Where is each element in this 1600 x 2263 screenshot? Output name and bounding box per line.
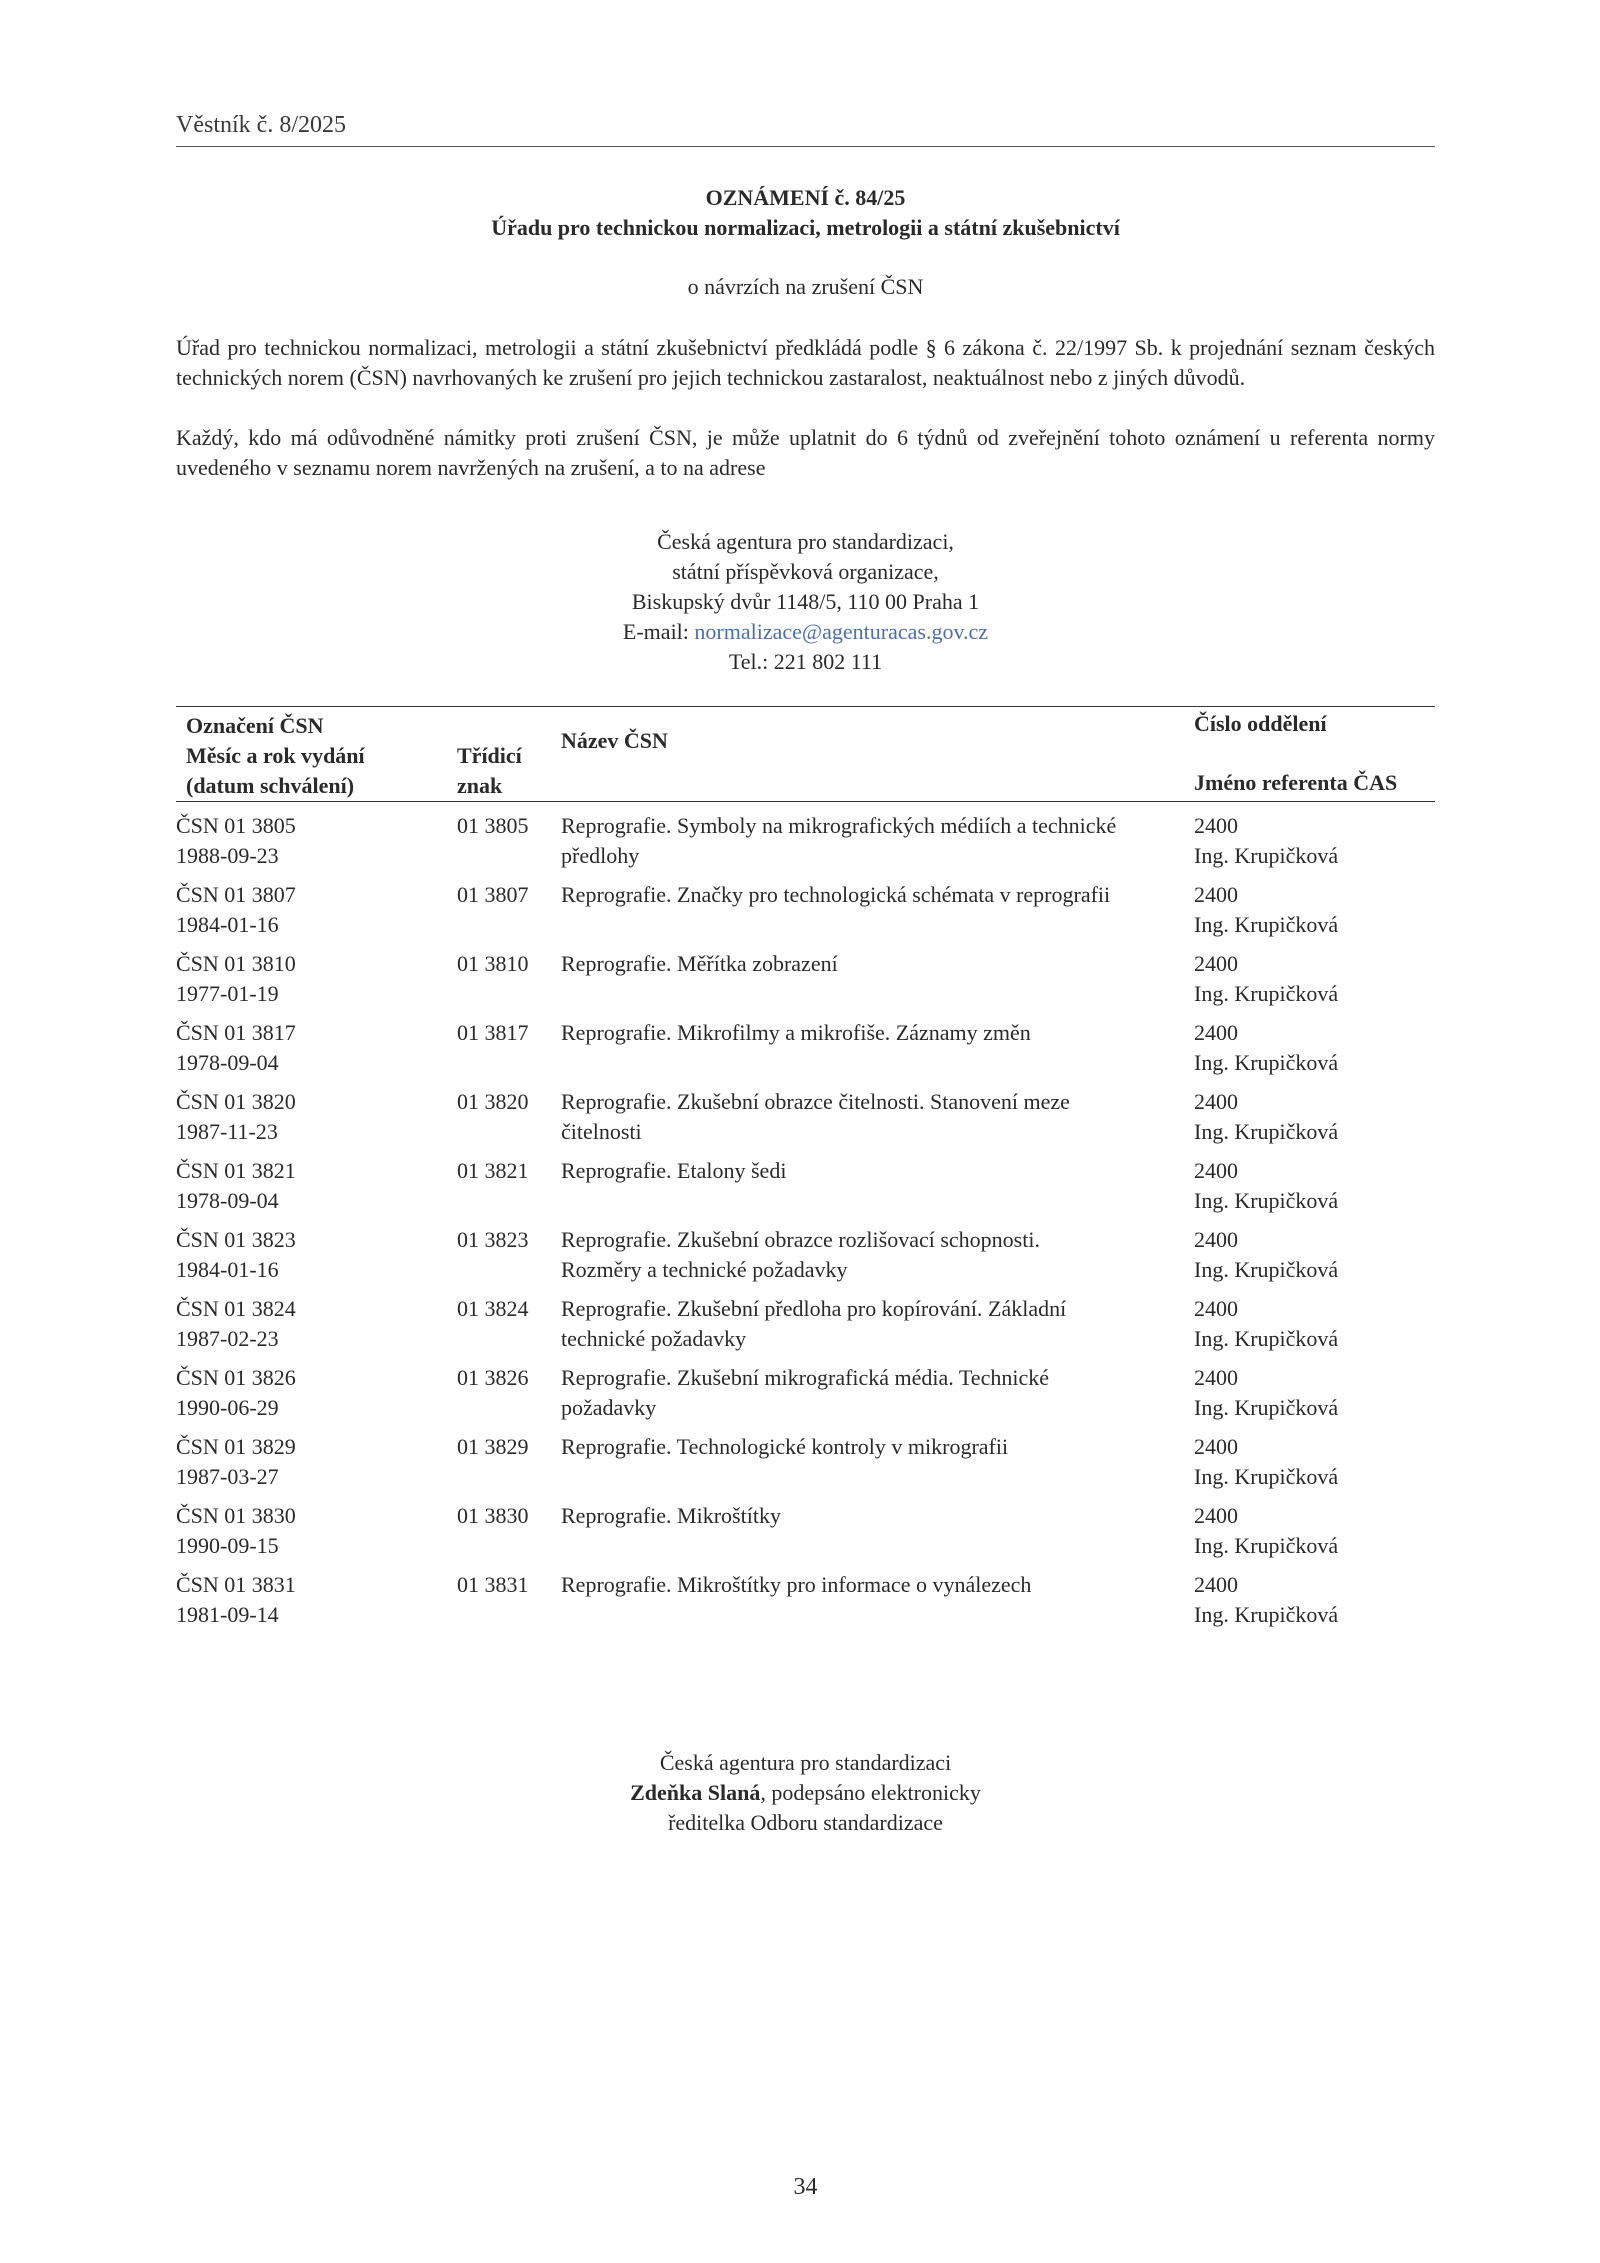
table-row bbox=[176, 1363, 1435, 1432]
cell-designation bbox=[176, 1501, 446, 1561]
standard-code: ČSN 01 3817 bbox=[176, 1020, 296, 1045]
standard-code: ČSN 01 3829 bbox=[176, 1434, 296, 1459]
cell-name bbox=[561, 1363, 1181, 1423]
cell-designation bbox=[176, 1087, 446, 1147]
address-line-1: Česká agentura pro standardizaci, bbox=[657, 529, 954, 554]
referent-name: Ing. Krupičková bbox=[1194, 1464, 1339, 1489]
header-col-referent: Jméno referenta ČAS bbox=[1194, 770, 1398, 795]
signature-signed: , podepsáno elektronicky bbox=[760, 1780, 981, 1805]
header-designation-line2: Měsíc a rok vydání bbox=[186, 743, 365, 768]
cell-class bbox=[457, 1294, 557, 1324]
class-code: 01 3824 bbox=[457, 1296, 529, 1321]
standard-name-line1: Reprografie. Zkušební obrazce čitelnosti. Stanovení meze bbox=[561, 1089, 1070, 1114]
standard-code: ČSN 01 3824 bbox=[176, 1296, 296, 1321]
issue-date: 1984-01-16 bbox=[176, 1257, 279, 1282]
referent-name: Ing. Krupičková bbox=[1194, 1188, 1339, 1213]
paragraph-2: Každý, kdo má odůvodněné námitky proti zrušení ČSN, je může uplatnit do 6 týdnů od zveřejnění tohoto oznámení u referenta normy uvedeného v seznamu norem navržených na zrušení, a to na adrese bbox=[176, 425, 1435, 480]
cell-designation bbox=[176, 1225, 446, 1285]
cell-designation bbox=[176, 1018, 446, 1078]
department-number: 2400 bbox=[1194, 1572, 1238, 1597]
cell-name bbox=[561, 949, 1181, 979]
referent-name: Ing. Krupičková bbox=[1194, 1395, 1339, 1420]
table-row bbox=[176, 1156, 1435, 1225]
cell-designation bbox=[176, 949, 446, 1009]
table-row bbox=[176, 1294, 1435, 1363]
department-number: 2400 bbox=[1194, 1158, 1238, 1183]
cell-designation bbox=[176, 1156, 446, 1216]
referent-name: Ing. Krupičková bbox=[1194, 1602, 1339, 1627]
standard-code: ČSN 01 3823 bbox=[176, 1227, 296, 1252]
class-code: 01 3820 bbox=[457, 1089, 529, 1114]
cell-name bbox=[561, 1432, 1181, 1462]
cell-designation bbox=[176, 1363, 446, 1423]
cell-name bbox=[561, 1570, 1181, 1600]
standard-name-line1: Reprografie. Symboly na mikrografických médiích a technické bbox=[561, 813, 1117, 838]
table-top-rule bbox=[176, 706, 1435, 707]
issue-date: 1978-09-04 bbox=[176, 1188, 279, 1213]
standard-name-line2: požadavky bbox=[561, 1395, 657, 1420]
issue-date: 1990-06-29 bbox=[176, 1395, 279, 1420]
referent-name: Ing. Krupičková bbox=[1194, 843, 1339, 868]
standard-code: ČSN 01 3810 bbox=[176, 951, 296, 976]
class-code: 01 3823 bbox=[457, 1227, 529, 1252]
referent-name: Ing. Krupičková bbox=[1194, 912, 1339, 937]
referent-name: Ing. Krupičková bbox=[1194, 1119, 1339, 1144]
class-code: 01 3805 bbox=[457, 813, 529, 838]
cell-designation bbox=[176, 880, 446, 940]
cell-referent bbox=[1194, 1156, 1434, 1216]
standard-code: ČSN 01 3826 bbox=[176, 1365, 296, 1390]
cell-name bbox=[561, 811, 1181, 871]
cell-class bbox=[457, 811, 557, 841]
table-header-rule bbox=[176, 801, 1435, 802]
class-code: 01 3821 bbox=[457, 1158, 529, 1183]
standard-name-line2: čitelnosti bbox=[561, 1119, 642, 1144]
issue-date: 1990-09-15 bbox=[176, 1533, 279, 1558]
class-code: 01 3829 bbox=[457, 1434, 529, 1459]
referent-name: Ing. Krupičková bbox=[1194, 981, 1339, 1006]
cell-designation bbox=[176, 811, 446, 871]
table-row bbox=[176, 880, 1435, 949]
cell-referent bbox=[1194, 1432, 1434, 1492]
standard-code: ČSN 01 3805 bbox=[176, 813, 296, 838]
department-number: 2400 bbox=[1194, 1089, 1238, 1114]
header-col-designation bbox=[186, 711, 365, 801]
address-line-3: Biskupský dvůr 1148/5, 110 00 Praha 1 bbox=[631, 589, 980, 614]
class-code: 01 3831 bbox=[457, 1572, 529, 1597]
standard-name-line2: Rozměry a technické požadavky bbox=[561, 1257, 848, 1282]
cell-class bbox=[457, 1225, 557, 1255]
department-number: 2400 bbox=[1194, 813, 1238, 838]
standard-name-line1: Reprografie. Zkušební předloha pro kopírování. Základní bbox=[561, 1296, 1067, 1321]
standard-code: ČSN 01 3821 bbox=[176, 1158, 296, 1183]
issue-date: 1987-02-23 bbox=[176, 1326, 279, 1351]
class-code: 01 3830 bbox=[457, 1503, 529, 1528]
standard-code: ČSN 01 3807 bbox=[176, 882, 296, 907]
class-code: 01 3826 bbox=[457, 1365, 529, 1390]
table-row bbox=[176, 1501, 1435, 1570]
standard-name-line1: Reprografie. Zkušební mikrografická média. Technické bbox=[561, 1365, 1049, 1390]
header-col-class bbox=[457, 741, 522, 801]
cell-designation bbox=[176, 1432, 446, 1492]
signature-line bbox=[176, 1778, 1435, 1808]
standard-name-line1: Reprografie. Zkušební obrazce rozlišovací schopnosti. bbox=[561, 1227, 1040, 1252]
standard-name-line2: technické požadavky bbox=[561, 1326, 747, 1351]
signature-org: Česká agentura pro standardizaci bbox=[659, 1750, 952, 1775]
standard-name-line2: předlohy bbox=[561, 843, 640, 868]
standard-name-line1: Reprografie. Etalony šedi bbox=[561, 1158, 787, 1183]
cell-referent bbox=[1194, 949, 1434, 1009]
email-link[interactable]: normalizace@agenturacas.gov.cz bbox=[694, 619, 989, 644]
cell-designation bbox=[176, 1570, 446, 1630]
header-designation-line3: (datum schválení) bbox=[186, 773, 355, 798]
referent-name: Ing. Krupičková bbox=[1194, 1257, 1339, 1282]
bulletin-header-title: Věstník č. 8/2025 bbox=[176, 112, 346, 138]
address-phone: Tel.: 221 802 111 bbox=[728, 649, 883, 674]
standard-code: ČSN 01 3830 bbox=[176, 1503, 296, 1528]
signature-block bbox=[176, 1748, 1435, 1838]
cell-referent bbox=[1194, 1018, 1434, 1078]
header-class-line1: Třídicí bbox=[457, 743, 522, 768]
cell-referent bbox=[1194, 1225, 1434, 1285]
cell-referent bbox=[1194, 880, 1434, 940]
cell-class bbox=[457, 949, 557, 979]
paragraph-1: Úřad pro technickou normalizaci, metrologii a státní zkušebnictví předkládá podle § 6 zákona č. 22/1997 Sb. k projednání seznam českých technických norem (ČSN) navrhovaných ke zrušení pro jejich technickou zastaralost, neaktuálnost nebo z jiných důvodů. bbox=[176, 335, 1435, 390]
email-label: E-mail: bbox=[622, 619, 695, 644]
issue-date: 1987-03-27 bbox=[176, 1464, 279, 1489]
signature-name: Zdeňka Slaná bbox=[630, 1780, 761, 1805]
table-row bbox=[176, 949, 1435, 1018]
table-row bbox=[176, 1570, 1435, 1639]
standard-name-line1: Reprografie. Měřítka zobrazení bbox=[561, 951, 838, 976]
department-number: 2400 bbox=[1194, 1434, 1238, 1459]
cell-class bbox=[457, 1087, 557, 1117]
header-col-name: Název ČSN bbox=[561, 728, 668, 753]
announcement-title: OZNÁMENÍ č. 84/25 bbox=[705, 185, 906, 210]
issue-date: 1978-09-04 bbox=[176, 1050, 279, 1075]
cell-class bbox=[457, 1432, 557, 1462]
signature-role: ředitelka Odboru standardizace bbox=[668, 1810, 943, 1835]
cell-referent bbox=[1194, 1501, 1434, 1561]
issue-date: 1981-09-14 bbox=[176, 1602, 279, 1627]
cell-class bbox=[457, 1018, 557, 1048]
standard-name-line1: Reprografie. Značky pro technologická schémata v reprografii bbox=[561, 882, 1111, 907]
header-class-line2: znak bbox=[457, 773, 503, 798]
issue-date: 1984-01-16 bbox=[176, 912, 279, 937]
department-number: 2400 bbox=[1194, 1296, 1238, 1321]
standard-name-line1: Reprografie. Technologické kontroly v mikrografii bbox=[561, 1434, 1009, 1459]
department-number: 2400 bbox=[1194, 1227, 1238, 1252]
cell-name bbox=[561, 1501, 1181, 1531]
cell-referent bbox=[1194, 811, 1434, 871]
class-code: 01 3817 bbox=[457, 1020, 529, 1045]
cell-name bbox=[561, 880, 1181, 910]
cell-designation bbox=[176, 1294, 446, 1354]
standard-code: ČSN 01 3820 bbox=[176, 1089, 296, 1114]
table-row bbox=[176, 1225, 1435, 1294]
class-code: 01 3810 bbox=[457, 951, 529, 976]
referent-name: Ing. Krupičková bbox=[1194, 1050, 1339, 1075]
table-row bbox=[176, 811, 1435, 880]
department-number: 2400 bbox=[1194, 882, 1238, 907]
cell-name bbox=[561, 1294, 1181, 1354]
header-designation-line1: Označení ČSN bbox=[186, 713, 324, 738]
standard-name-line1: Reprografie. Mikroštítky pro informace o vynálezech bbox=[561, 1572, 1032, 1597]
class-code: 01 3807 bbox=[457, 882, 529, 907]
standard-name-line1: Reprografie. Mikrofilmy a mikrofiše. Záznamy změn bbox=[561, 1020, 1031, 1045]
cell-class bbox=[457, 880, 557, 910]
cell-name bbox=[561, 1225, 1181, 1285]
standard-name-line1: Reprografie. Mikroštítky bbox=[561, 1503, 781, 1528]
cell-class bbox=[457, 1501, 557, 1531]
cell-class bbox=[457, 1156, 557, 1186]
page-number: 34 bbox=[793, 2174, 818, 2200]
header-col-department: Číslo oddělení bbox=[1194, 711, 1327, 736]
cell-referent bbox=[1194, 1363, 1434, 1423]
department-number: 2400 bbox=[1194, 1020, 1238, 1045]
referent-name: Ing. Krupičková bbox=[1194, 1533, 1339, 1558]
standard-code: ČSN 01 3831 bbox=[176, 1572, 296, 1597]
issue-date: 1987-11-23 bbox=[176, 1119, 278, 1144]
announcement-subtitle: Úřadu pro technickou normalizaci, metrologii a státní zkušebnictví bbox=[491, 215, 1120, 240]
cell-class bbox=[457, 1363, 557, 1393]
address-line-2: státní příspěvková organizace, bbox=[672, 559, 939, 584]
cell-name bbox=[561, 1087, 1181, 1147]
table-body bbox=[176, 811, 1435, 1639]
department-number: 2400 bbox=[1194, 1365, 1238, 1390]
announcement-lead: o návrzích na zrušení ČSN bbox=[687, 274, 924, 299]
table-row bbox=[176, 1087, 1435, 1156]
department-number: 2400 bbox=[1194, 1503, 1238, 1528]
department-number: 2400 bbox=[1194, 951, 1238, 976]
issue-date: 1988-09-23 bbox=[176, 843, 279, 868]
table-row bbox=[176, 1018, 1435, 1087]
cell-referent bbox=[1194, 1294, 1434, 1354]
header-divider bbox=[176, 146, 1435, 147]
cell-class bbox=[457, 1570, 557, 1600]
cell-name bbox=[561, 1156, 1181, 1186]
referent-name: Ing. Krupičková bbox=[1194, 1326, 1339, 1351]
cell-name bbox=[561, 1018, 1181, 1048]
issue-date: 1977-01-19 bbox=[176, 981, 279, 1006]
cell-referent bbox=[1194, 1087, 1434, 1147]
address-email-line bbox=[176, 617, 1435, 647]
table-row bbox=[176, 1432, 1435, 1501]
address-block bbox=[176, 527, 1435, 677]
cell-referent bbox=[1194, 1570, 1434, 1630]
